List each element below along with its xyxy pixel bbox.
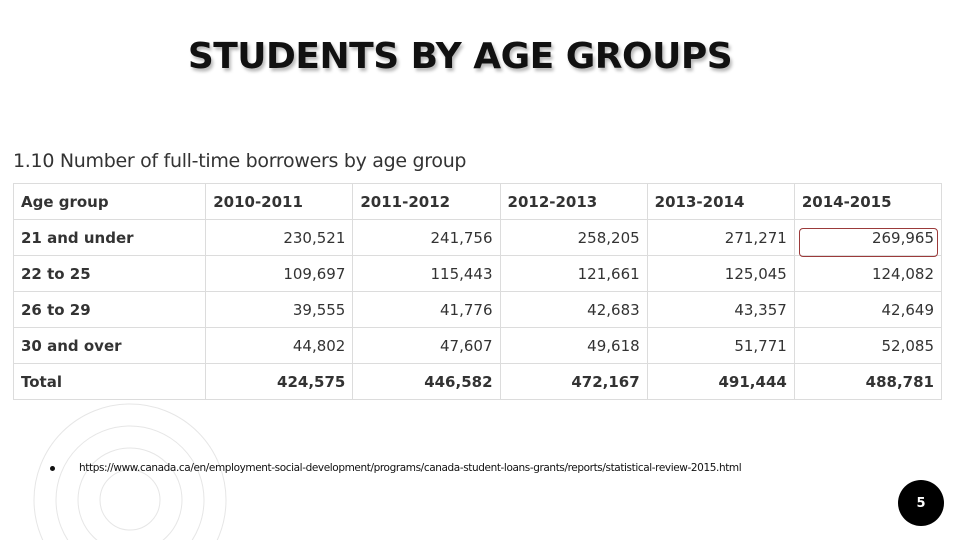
table-cell: 241,756 — [353, 220, 500, 256]
table-row — [14, 292, 942, 328]
table-cell: 115,443 — [353, 256, 500, 292]
table-cell: 446,582 — [353, 364, 500, 400]
row-label: 30 and over — [14, 328, 206, 364]
table-cell: 47,607 — [353, 328, 500, 364]
table-cell-value: 269,965 — [871, 228, 934, 247]
table-cell: 109,697 — [206, 256, 353, 292]
column-header-2013-2014: 2013-2014 — [647, 184, 794, 220]
table-cell: 41,776 — [353, 292, 500, 328]
table-row-total — [14, 364, 942, 400]
row-label: Total — [14, 364, 206, 400]
table-cell: 121,661 — [500, 256, 647, 292]
row-label: 26 to 29 — [14, 292, 206, 328]
column-header-2014-2015: 2014-2015 — [794, 184, 941, 220]
table-cell: 42,649 — [794, 292, 941, 328]
table-cell: 125,045 — [647, 256, 794, 292]
list-item — [50, 462, 741, 474]
table-cell: 488,781 — [794, 364, 941, 400]
table-cell: 424,575 — [206, 364, 353, 400]
page-title: STUDENTS BY AGE GROUPS — [187, 36, 733, 77]
table-cell: 44,802 — [206, 328, 353, 364]
table-cell: 491,444 — [647, 364, 794, 400]
table-cell: 271,271 — [647, 220, 794, 256]
table-cell: 39,555 — [206, 292, 353, 328]
table-cell: 51,771 — [647, 328, 794, 364]
bullet-icon — [50, 466, 55, 471]
table-cell: 124,082 — [794, 256, 941, 292]
page-number: 5 — [916, 495, 926, 511]
table-header-row — [14, 184, 942, 220]
row-label: 22 to 25 — [14, 256, 206, 292]
borrowers-table — [13, 183, 942, 400]
table-cell: 43,357 — [647, 292, 794, 328]
table-cell: 42,683 — [500, 292, 647, 328]
source-list — [50, 462, 741, 474]
highlighted-cell — [794, 220, 941, 256]
column-header-age-group: Age group — [14, 184, 206, 220]
table-row — [14, 256, 942, 292]
column-header-2012-2013: 2012-2013 — [500, 184, 647, 220]
column-header-2010-2011: 2010-2011 — [206, 184, 353, 220]
table-cell: 230,521 — [206, 220, 353, 256]
column-header-2011-2012: 2011-2012 — [353, 184, 500, 220]
source-link[interactable]: https://www.canada.ca/en/employment-social-development/programs/canada-student-loans-grants/reports/statistical-review-2015.html — [79, 462, 742, 474]
row-label: 21 and under — [14, 220, 206, 256]
table-row — [14, 220, 942, 256]
table-cell: 52,085 — [794, 328, 941, 364]
table-caption: 1.10 Number of full-time borrowers by age group — [13, 150, 467, 172]
table-cell: 472,167 — [500, 364, 647, 400]
table-cell: 258,205 — [500, 220, 647, 256]
page-number-badge — [898, 480, 944, 526]
table-cell: 49,618 — [500, 328, 647, 364]
table-row — [14, 328, 942, 364]
